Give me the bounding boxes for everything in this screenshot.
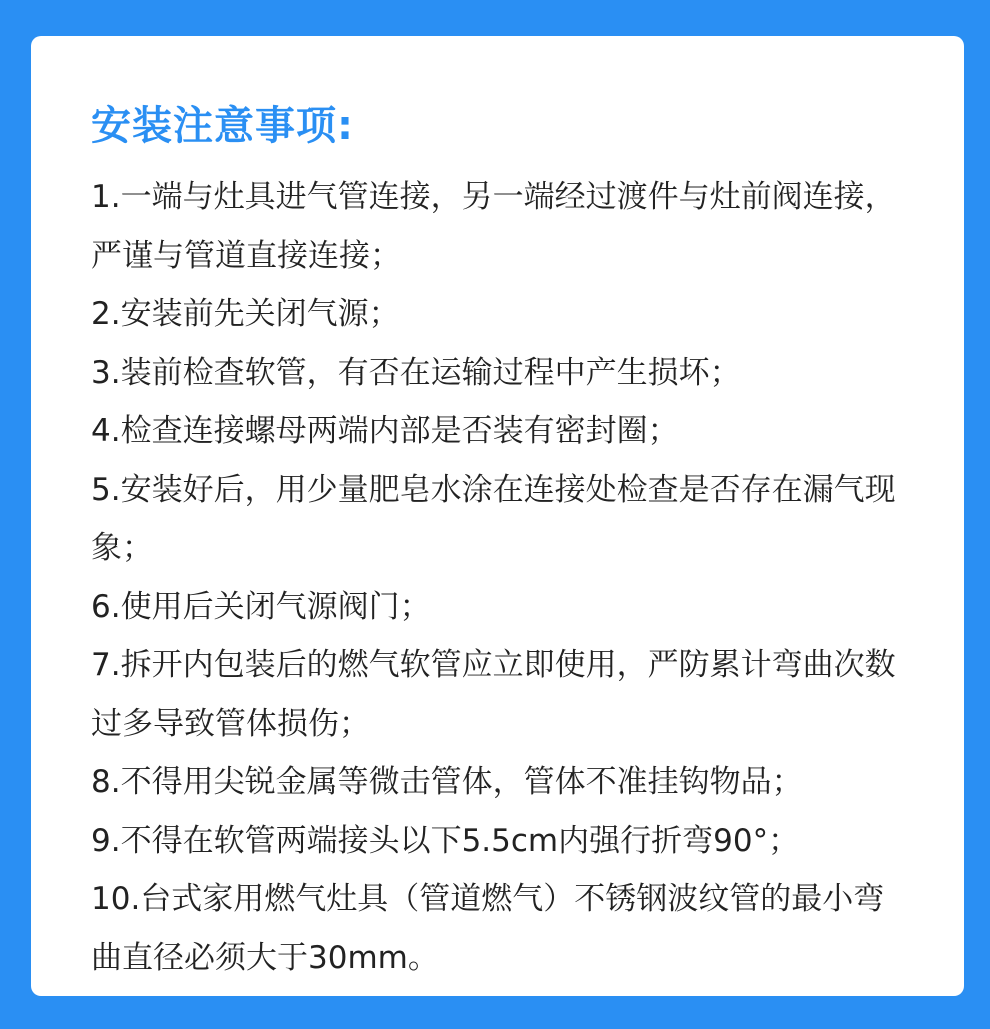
- notice-item-7: 7.拆开内包装后的燃气软管应立即使用，严防累计弯曲次数过多导致管体损伤；: [91, 647, 896, 742]
- notice-item-9: 9.不得在软管两端接头以下5.5cm内强行折弯90°；: [91, 822, 800, 859]
- notice-item-10: 10.台式家用燃气灶具（管道燃气）不锈钢波纹管的最小弯曲直径必须大于30mm。: [91, 881, 885, 976]
- notice-item-2: 2.安装前先关闭气源；: [91, 296, 400, 332]
- notice-item-6: 6.使用后关闭气源阀门；: [91, 588, 431, 625]
- notice-item-4: 4.检查连接螺母两端内部是否装有密封圈；: [91, 413, 679, 449]
- notice-item-3: 3.装前检查软管，有否在运输过程中产生损坏；: [91, 354, 741, 391]
- notice-item-5: 5.安装好后，用少量肥皂水涂在连接处检查是否存在漏气现象；: [91, 471, 896, 566]
- notice-card: [31, 36, 964, 996]
- notice-list: [91, 168, 904, 987]
- notice-item-8: 8.不得用尖锐金属等微击管体，管体不准挂钩物品；: [91, 764, 803, 800]
- notice-item-1: 1.一端与灶具进气管连接，另一端经过渡件与灶前阀连接，严谨与管道直接连接；: [91, 179, 896, 274]
- notice-title: 安装注意事项:: [91, 103, 354, 149]
